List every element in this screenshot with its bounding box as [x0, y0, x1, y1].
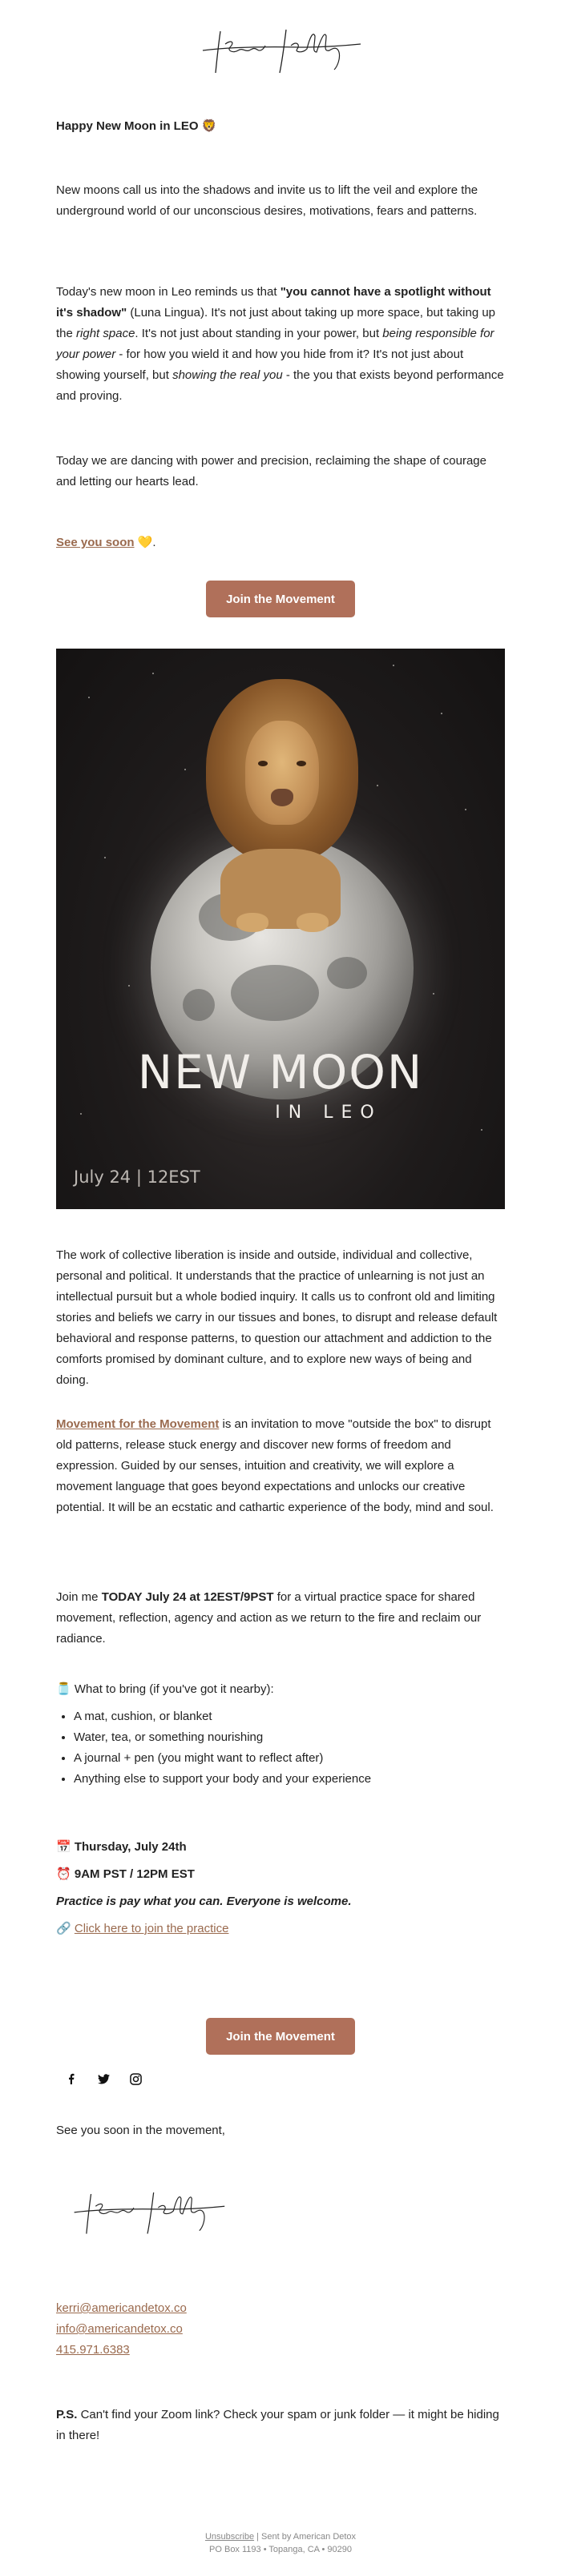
bring-list: [56, 1706, 505, 1790]
intro-paragraph-2: Today's new moon in Leo reminds us that "you cannot have a spotlight without it's shadow" (Luna Lingua). It's not just about taking up more space, but taking up the right space. It's not just about standing in your power, but being responsible for your power - for how you wield it and how you hide from it? It's not just about showing yourself, but showing the real you - the you that exists beyond performance and proving.: [56, 285, 504, 403]
instagram-icon[interactable]: [127, 2070, 144, 2088]
list-item: • A mat, cushion, or blanket: [74, 1706, 505, 1727]
event-time: ⏰ 9AM PST / 12PM EST: [56, 1867, 195, 1881]
spotlight-quote: "you cannot have a spotlight without it's shadow": [56, 285, 491, 319]
body-paragraph-2: Movement for the Movement is an invitation to move "outside the box" to disrupt old patterns, release stuck energy and discover new forms of freedom and expression. Guided by our senses, intuition and creativity, we will explore a movement language that goes beyond expectations and unlocks our creative potential. It will be an ecstatic and cathartic experience of the body, mind and soul.: [56, 1417, 494, 1514]
greeting: [56, 116, 505, 137]
postscript: P.S. Can't find your Zoom link? Check your spam or junk folder — it might be hiding in there!: [56, 2408, 499, 2442]
email-info-link[interactable]: info@americandetox.co: [56, 2322, 183, 2336]
new-moon-poster-image: [56, 649, 505, 1209]
event-details: [56, 1834, 505, 1943]
what-to-bring-heading: 🫙 What to bring (if you've got it nearby):: [56, 1682, 274, 1696]
see-you-soon-line: See you soon 💛.: [56, 536, 156, 549]
closing-line: See you soon in the movement,: [56, 2124, 225, 2137]
signature-image: [68, 2182, 228, 2238]
intro-paragraph-1: New moons call us into the shadows and invite us to lift the veil and explore the underground world of our unconscious desires, motivations, fears and patterns.: [56, 183, 478, 218]
facebook-icon[interactable]: [63, 2070, 80, 2088]
event-note: Practice is pay what you can. Everyone is welcome.: [56, 1895, 352, 1908]
twitter-icon[interactable]: [95, 2070, 112, 2088]
event-join-link-row: [56, 1915, 505, 1943]
calendar-icon: 📅: [56, 1840, 71, 1854]
yellow-heart-icon: 💛: [137, 536, 153, 549]
contact-links: [56, 2298, 505, 2361]
what-to-bring-section: [56, 1679, 505, 1790]
greeting-text: Happy New Moon in LEO: [56, 119, 199, 133]
list-item: • A journal + pen (you might want to reflect after): [74, 1748, 505, 1769]
list-item: • Water, tea, or something nourishing: [74, 1727, 505, 1748]
join-movement-button-2[interactable]: Join the Movement: [206, 2018, 355, 2055]
lion-emoji-icon: 🦁: [201, 119, 217, 133]
join-movement-button[interactable]: Join the Movement: [206, 581, 355, 617]
poster-date: July 24 | 12EST: [74, 1167, 200, 1187]
event-date: 📅 Thursday, July 24th: [56, 1840, 187, 1854]
see-you-soon-link[interactable]: See you soon: [56, 536, 135, 549]
list-item: • Anything else to support your body and your experience: [74, 1769, 505, 1790]
intro-paragraph-3: Today we are dancing with power and precision, reclaiming the shape of courage and letting our hearts lead.: [56, 454, 486, 488]
jar-icon: 🫙: [56, 1682, 71, 1696]
footer-address: PO Box 1193 • Topanga, CA • 90290: [209, 2545, 352, 2554]
link-icon: 🔗: [56, 1922, 71, 1935]
join-practice-link[interactable]: Click here to join the practice: [74, 1922, 229, 1935]
poster-title: NEW MOON: [137, 1045, 424, 1099]
poster-subtitle: IN LEO: [275, 1103, 382, 1123]
signature-logo: [196, 20, 365, 76]
unsubscribe-link[interactable]: Unsubscribe: [204, 2532, 255, 2542]
movement-for-the-movement-link[interactable]: Movement for the Movement: [56, 1417, 220, 1431]
footer: Unsubscribe | Sent by American Detox PO Box 1193 • Topanga, CA • 90290: [0, 2530, 561, 2556]
email-kerri-link[interactable]: kerri@americandetox.co: [56, 2301, 187, 2315]
alarm-clock-icon: ⏰: [56, 1867, 71, 1881]
body-paragraph-1: The work of collective liberation is inside and outside, individual and collective, personal and political. It understands that the practice of unlearning is not just an intellectual pursuit but a whole bodied inquiry. It calls us to confront old and limiting stories and beliefs we carry in our tissues and bones, to disrupt and release default behavioral and response patterns, to question our attachment and addiction to the comforts promised by dominant culture, and to explore new ways of being and doing.: [56, 1248, 498, 1387]
phone-link[interactable]: 415.971.6383: [56, 2343, 130, 2357]
body-paragraph-3: Join me TODAY July 24 at 12EST/9PST for a virtual practice space for shared movement, reflection, agency and action as we return to the fire and reclaim our radiance.: [56, 1590, 482, 1646]
